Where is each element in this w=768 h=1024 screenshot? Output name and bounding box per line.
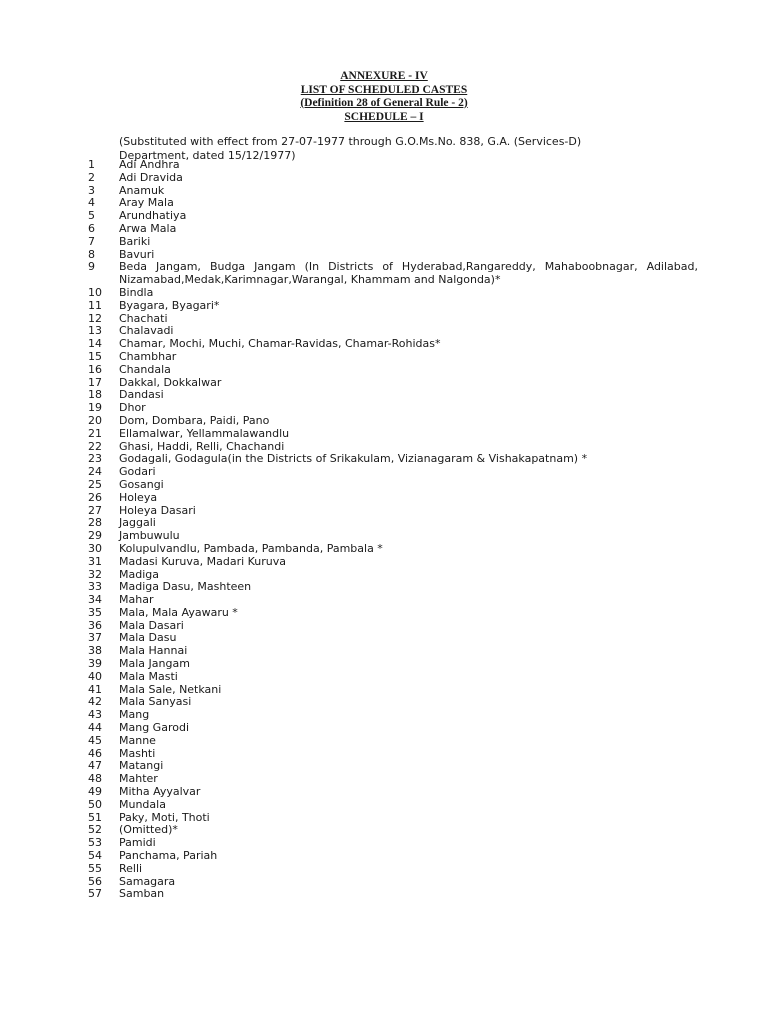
item-number: 40: [88, 669, 102, 683]
item-number: 1: [88, 158, 95, 171]
item-number: 54: [88, 849, 102, 863]
item-number: 29: [88, 529, 102, 543]
item-number: 19: [88, 401, 102, 415]
list-item: [88, 594, 698, 607]
list-item: [88, 735, 698, 748]
item-name: Anamuk: [119, 183, 165, 197]
list-item: [88, 888, 698, 901]
item-name: Dhor: [119, 401, 146, 415]
item-name: Godagali, Godagula(in the Districts of Srikakulam, Vizianagaram & Vishakapatnam) *: [119, 452, 588, 466]
item-name: Holeya: [119, 490, 158, 504]
item-number: 25: [88, 477, 102, 491]
list-item: [88, 505, 698, 518]
item-name: Mang: [119, 708, 150, 722]
item-name: Panchama, Pariah: [119, 849, 218, 863]
list-item: [88, 210, 698, 223]
item-name: Manne: [119, 733, 156, 747]
item-number: 17: [88, 375, 102, 389]
item-name: Mala Sanyasi: [119, 695, 192, 709]
list-item: [88, 543, 698, 556]
item-number: 9: [88, 260, 95, 274]
substitution-note: (Substituted with effect from 27-07-1977 through G.O.Ms.No. 838, G.A. (Services-D) Department, dated 15/12/1977): [119, 135, 582, 162]
item-number: 24: [88, 465, 102, 479]
list-item: [88, 620, 698, 633]
item-number: 47: [88, 759, 102, 773]
item-number: 3: [88, 183, 95, 197]
annexure-title: ANNEXURE - IV: [340, 70, 428, 82]
item-name: Madasi Kuruva, Madari Kuruva: [119, 554, 287, 568]
item-name: Dom, Dombara, Paidi, Pano: [119, 413, 270, 427]
list-item: [88, 338, 698, 351]
list-item: [88, 466, 698, 479]
item-number: 12: [88, 311, 102, 325]
item-number: 38: [88, 644, 102, 658]
item-number: 13: [88, 324, 102, 338]
item-number: 6: [88, 221, 95, 235]
item-number: 42: [88, 695, 102, 709]
item-number: 8: [88, 247, 95, 261]
item-name: Mashti: [119, 746, 156, 760]
item-name: Mala Masti: [119, 669, 178, 683]
item-number: 11: [88, 298, 102, 312]
list-item: [88, 159, 698, 172]
item-name: Adi Andhra: [119, 158, 180, 171]
list-item: [88, 223, 698, 236]
item-name: Mala Hannai: [119, 644, 188, 658]
item-number: 7: [88, 234, 95, 248]
item-number: 27: [88, 503, 102, 517]
item-number: 22: [88, 439, 102, 453]
item-name: Chamar, Mochi, Muchi, Chamar-Ravidas, Chamar-Rohidas*: [119, 337, 441, 351]
item-number: 5: [88, 209, 95, 223]
item-name: Mala Dasari: [119, 618, 184, 632]
list-item: [88, 453, 698, 466]
item-name: Mitha Ayyalvar: [119, 785, 201, 799]
item-name: Matangi: [119, 759, 164, 773]
list-item: [88, 722, 698, 735]
list-item: [88, 172, 698, 185]
item-number: 28: [88, 516, 102, 530]
item-name: Mala, Mala Ayawaru *: [119, 605, 238, 619]
list-item: [88, 479, 698, 492]
list-item: [88, 863, 698, 876]
item-name: Chandala: [119, 362, 171, 376]
item-name: Relli: [119, 861, 143, 875]
item-number: 16: [88, 362, 102, 376]
item-name: Samagara: [119, 874, 176, 888]
item-number: 48: [88, 772, 102, 786]
list-item: [88, 415, 698, 428]
list-item: [88, 760, 698, 773]
list-title: LIST OF SCHEDULED CASTES: [300, 83, 468, 96]
list-item: [88, 786, 698, 799]
item-name: Arwa Mala: [119, 221, 177, 235]
item-number: 2: [88, 170, 95, 184]
list-item: [88, 748, 698, 761]
list-item: [88, 876, 698, 889]
item-name: Gosangi: [119, 477, 164, 491]
item-name: Chalavadi: [119, 324, 174, 338]
item-name: Mundala: [119, 797, 166, 811]
item-number: 35: [88, 605, 102, 619]
item-number: 32: [88, 567, 102, 581]
item-number: 53: [88, 836, 102, 850]
list-item: [88, 671, 698, 684]
item-name: Mahter: [119, 772, 158, 786]
item-number: 46: [88, 746, 102, 760]
item-number: 52: [88, 823, 102, 837]
list-item: [88, 607, 698, 620]
list-item: [88, 287, 698, 300]
item-name: Arundhatiya: [119, 209, 187, 223]
item-number: 23: [88, 452, 102, 466]
item-number: 21: [88, 426, 102, 440]
list-item: [88, 236, 698, 249]
item-number: 39: [88, 657, 102, 671]
list-item: [88, 300, 698, 313]
item-name: Ellamalwar, Yellammalawandlu: [119, 426, 290, 440]
list-item: [88, 530, 698, 543]
item-number: 41: [88, 682, 102, 696]
item-name: Bavuri: [119, 247, 155, 261]
item-number: 34: [88, 593, 102, 607]
item-number: 37: [88, 631, 102, 645]
item-name: Byagara, Byagari*: [119, 298, 220, 312]
item-number: 4: [88, 196, 95, 210]
item-number: 14: [88, 337, 102, 351]
item-name: Madiga: [119, 567, 159, 581]
list-item: [88, 389, 698, 402]
item-name: Mang Garodi: [119, 721, 189, 735]
item-number: 57: [88, 887, 102, 901]
list-item: [88, 351, 698, 364]
item-name: Mala Sale, Netkani: [119, 682, 222, 696]
item-number: 49: [88, 785, 102, 799]
item-number: 36: [88, 618, 102, 632]
item-number: 10: [88, 285, 102, 299]
list-item: [88, 492, 698, 505]
list-item: [88, 581, 698, 594]
item-name: Mahar: [119, 593, 154, 607]
item-name: Chambhar: [119, 349, 177, 363]
item-name: Kolupulvandlu, Pambada, Pambanda, Pambala *: [119, 541, 383, 555]
item-name: Beda Jangam, Budga Jangam (In Districts of Hyderabad,Rangareddy, Mahaboobnagar, Adilabad, Nizamabad,Medak,Karimnagar,Warangal, Khammam and Nalgonda)*: [119, 260, 698, 287]
item-number: 45: [88, 733, 102, 747]
item-number: 43: [88, 708, 102, 722]
item-name: Dakkal, Dokkalwar: [119, 375, 222, 389]
item-number: 50: [88, 797, 102, 811]
item-name: Mala Dasu: [119, 631, 177, 645]
item-number: 15: [88, 349, 102, 363]
item-name: Madiga Dasu, Mashteen: [119, 580, 252, 594]
list-item: [88, 185, 698, 198]
list-item: [88, 261, 698, 287]
list-item: [88, 377, 698, 390]
item-name: Jambuwulu: [119, 529, 180, 543]
item-number: 56: [88, 874, 102, 888]
item-name: (Omitted)*: [119, 823, 178, 837]
list-item: [88, 799, 698, 812]
item-name: Bariki: [119, 234, 151, 248]
item-number: 33: [88, 580, 102, 594]
list-item: [88, 364, 698, 377]
item-name: Dandasi: [119, 388, 164, 402]
document-header: [0, 70, 768, 124]
item-number: 20: [88, 413, 102, 427]
schedule-title: SCHEDULE – I: [344, 110, 424, 123]
item-name: Samban: [119, 887, 165, 901]
item-name: Holeya Dasari: [119, 503, 196, 517]
list-item: [88, 428, 698, 441]
item-number: 26: [88, 490, 102, 504]
item-name: Jaggali: [119, 516, 156, 530]
item-number: 51: [88, 810, 102, 824]
list-item: [88, 658, 698, 671]
item-number: 55: [88, 861, 102, 875]
list-item: [88, 824, 698, 837]
list-item: [88, 850, 698, 863]
item-name: Ghasi, Haddi, Relli, Chachandi: [119, 439, 285, 453]
item-name: Adi Dravida: [119, 170, 183, 184]
item-number: 44: [88, 721, 102, 735]
list-item: [88, 696, 698, 709]
item-number: 18: [88, 388, 102, 402]
item-name: Aray Mala: [119, 196, 174, 210]
item-name: Godari: [119, 465, 156, 479]
scheduled-castes-list: [88, 159, 698, 901]
item-number: 31: [88, 554, 102, 568]
list-item: [88, 313, 698, 326]
item-name: Mala Jangam: [119, 657, 190, 671]
item-name: Bindla: [119, 285, 154, 299]
item-number: 30: [88, 541, 102, 555]
item-name: Paky, Moti, Thoti: [119, 810, 210, 824]
list-item: [88, 556, 698, 569]
item-name: Chachati: [119, 311, 168, 325]
item-name: Pamidi: [119, 836, 156, 850]
definition-reference: (Definition 28 of General Rule - 2): [300, 97, 468, 109]
list-item: [88, 812, 698, 825]
